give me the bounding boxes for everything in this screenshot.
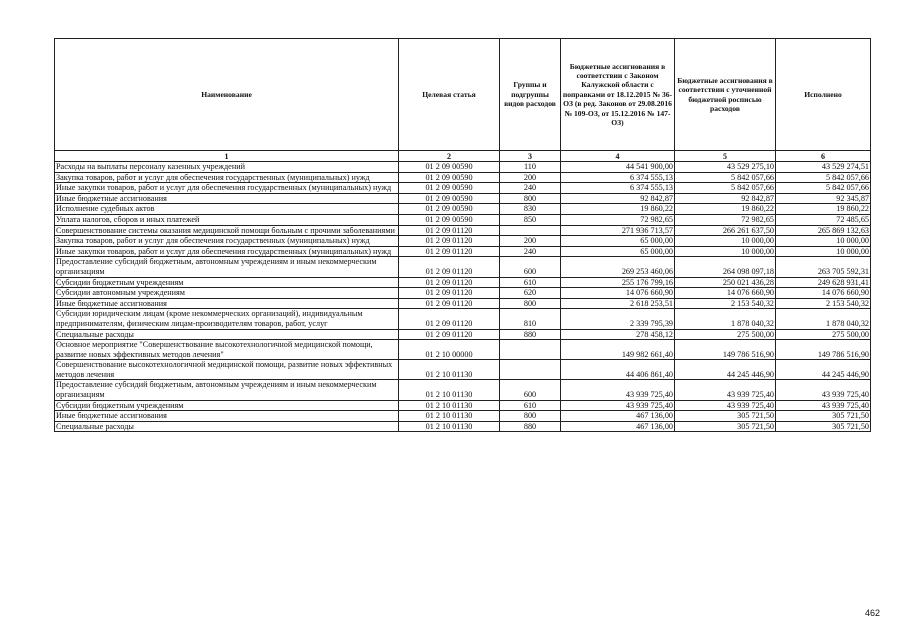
row-approved-amount: 467 136,00	[561, 421, 675, 432]
header-name: Наименование	[55, 39, 399, 151]
row-target-article: 01 2 09 00590	[399, 214, 500, 225]
row-approved-amount: 255 176 799,16	[561, 277, 675, 288]
row-expense-group	[500, 360, 561, 380]
row-executed-amount: 72 485,65	[776, 214, 871, 225]
row-refined-amount: 275 500,00	[675, 329, 776, 340]
row-approved-amount: 6 374 555,13	[561, 172, 675, 183]
row-executed-amount: 43 529 274,51	[776, 162, 871, 173]
row-target-article: 01 2 09 01120	[399, 277, 500, 288]
table-row	[55, 225, 871, 236]
row-executed-amount: 10 000,00	[776, 236, 871, 247]
row-expense-group: 600	[500, 380, 561, 400]
row-approved-amount: 19 860,22	[561, 204, 675, 215]
table-body	[55, 162, 871, 432]
row-target-article: 01 2 10 00000	[399, 340, 500, 360]
column-number: 2	[399, 151, 500, 162]
row-target-article: 01 2 09 00590	[399, 162, 500, 173]
row-approved-amount: 65 000,00	[561, 236, 675, 247]
row-expense-group: 800	[500, 298, 561, 309]
row-expense-group: 110	[500, 162, 561, 173]
row-approved-amount: 271 936 713,57	[561, 225, 675, 236]
table-row	[55, 204, 871, 215]
column-number: 6	[776, 151, 871, 162]
table-row	[55, 214, 871, 225]
row-approved-amount: 14 076 660,90	[561, 288, 675, 299]
row-name: Предоставление субсидий бюджетным, автономным учреждениям и иным некоммерческим организациям	[55, 380, 399, 400]
row-approved-amount: 43 939 725,40	[561, 400, 675, 411]
row-executed-amount: 305 721,50	[776, 411, 871, 422]
row-executed-amount: 5 842 057,66	[776, 183, 871, 194]
header-row	[55, 39, 871, 151]
row-target-article: 01 2 09 01120	[399, 298, 500, 309]
row-name: Иные бюджетные ассигнования	[55, 411, 399, 422]
table-row	[55, 411, 871, 422]
table-row	[55, 340, 871, 360]
row-expense-group: 800	[500, 411, 561, 422]
row-approved-amount: 92 842,87	[561, 193, 675, 204]
row-approved-amount: 6 374 555,13	[561, 183, 675, 194]
row-name: Предоставление субсидий бюджетным, автономным учреждениям и иным некоммерческим организациям	[55, 257, 399, 277]
row-target-article: 01 2 09 00590	[399, 193, 500, 204]
row-expense-group: 610	[500, 277, 561, 288]
row-expense-group: 810	[500, 309, 561, 329]
row-name: Субсидии юридическим лицам (кроме некоммерческих организаций), индивидуальным предпринимателям, физическим лицам-производителям товаров, работ, услуг	[55, 309, 399, 329]
header-target-article: Целевая статья	[399, 39, 500, 151]
row-refined-amount: 10 000,00	[675, 236, 776, 247]
row-refined-amount: 305 721,50	[675, 411, 776, 422]
row-refined-amount: 72 982,65	[675, 214, 776, 225]
row-name: Иные закупки товаров, работ и услуг для обеспечения государственных (муниципальных) нужд	[55, 183, 399, 194]
row-approved-amount: 467 136,00	[561, 411, 675, 422]
row-expense-group	[500, 225, 561, 236]
row-approved-amount: 44 406 861,40	[561, 360, 675, 380]
header-expense-groups: Группы и подгруппы видов расходов	[500, 39, 561, 151]
column-number: 1	[55, 151, 399, 162]
row-expense-group: 880	[500, 421, 561, 432]
row-expense-group: 830	[500, 204, 561, 215]
row-name: Специальные расходы	[55, 329, 399, 340]
row-name: Закупка товаров, работ и услуг для обеспечения государственных (муниципальных) нужд	[55, 172, 399, 183]
row-refined-amount: 2 153 540,32	[675, 298, 776, 309]
row-approved-amount: 149 982 661,40	[561, 340, 675, 360]
row-refined-amount: 5 842 057,66	[675, 172, 776, 183]
table-row	[55, 236, 871, 247]
row-name: Закупка товаров, работ и услуг для обеспечения государственных (муниципальных) нужд	[55, 236, 399, 247]
row-refined-amount: 14 076 660,90	[675, 288, 776, 299]
row-refined-amount: 266 261 637,50	[675, 225, 776, 236]
table-row	[55, 329, 871, 340]
row-refined-amount: 43 529 275,10	[675, 162, 776, 173]
row-target-article: 01 2 09 01120	[399, 225, 500, 236]
row-name: Субсидии автономным учреждениям	[55, 288, 399, 299]
row-executed-amount: 5 842 057,66	[776, 172, 871, 183]
table-row	[55, 246, 871, 257]
row-approved-amount: 72 982,65	[561, 214, 675, 225]
row-name: Субсидии бюджетным учреждениям	[55, 400, 399, 411]
row-target-article: 01 2 10 01130	[399, 380, 500, 400]
row-executed-amount: 265 869 132,63	[776, 225, 871, 236]
row-target-article: 01 2 09 00590	[399, 183, 500, 194]
row-approved-amount: 44 541 900,00	[561, 162, 675, 173]
column-number-row	[55, 151, 871, 162]
row-approved-amount: 2 618 253,51	[561, 298, 675, 309]
row-target-article: 01 2 10 01130	[399, 421, 500, 432]
page-number: 462	[864, 608, 880, 618]
header-approved-allocations: Бюджетные ассигнования в соответствии с Законом Калужской области с поправками от 18.12.2015 № 36-ОЗ (в ред. Законов от 29.08.2016 № 109-ОЗ, от 15.12.2016 № 147-ОЗ)	[561, 39, 675, 151]
row-name: Субсидии бюджетным учреждениям	[55, 277, 399, 288]
row-name: Уплата налогов, сборов и иных платежей	[55, 214, 399, 225]
row-target-article: 01 2 09 01120	[399, 309, 500, 329]
row-target-article: 01 2 09 01120	[399, 236, 500, 247]
row-name: Основное мероприятие "Совершенствование высокотехнологичной медицинской помощи, развитие новых эффективных методов лечения"	[55, 340, 399, 360]
row-name: Совершенствование системы оказания медицинской помощи больным с прочими заболеваниями	[55, 225, 399, 236]
row-executed-amount: 249 628 931,41	[776, 277, 871, 288]
row-expense-group: 880	[500, 329, 561, 340]
budget-table	[54, 38, 871, 432]
table-row	[55, 360, 871, 380]
row-executed-amount: 2 153 540,32	[776, 298, 871, 309]
row-refined-amount: 10 000,00	[675, 246, 776, 257]
row-expense-group: 600	[500, 257, 561, 277]
column-number: 4	[561, 151, 675, 162]
row-target-article: 01 2 10 01130	[399, 360, 500, 380]
row-name: Исполнение судебных актов	[55, 204, 399, 215]
table-row	[55, 288, 871, 299]
row-expense-group: 200	[500, 236, 561, 247]
table-row	[55, 277, 871, 288]
row-target-article: 01 2 10 01130	[399, 400, 500, 411]
row-refined-amount: 1 878 040,32	[675, 309, 776, 329]
row-refined-amount: 44 245 446,90	[675, 360, 776, 380]
row-name: Иные бюджетные ассигнования	[55, 298, 399, 309]
row-refined-amount: 19 860,22	[675, 204, 776, 215]
row-expense-group: 240	[500, 183, 561, 194]
row-executed-amount: 1 878 040,32	[776, 309, 871, 329]
table-row	[55, 380, 871, 400]
table-row	[55, 257, 871, 277]
row-expense-group	[500, 340, 561, 360]
row-executed-amount: 263 705 592,31	[776, 257, 871, 277]
row-target-article: 01 2 10 01130	[399, 411, 500, 422]
row-approved-amount: 269 253 460,06	[561, 257, 675, 277]
row-target-article: 01 2 09 00590	[399, 172, 500, 183]
row-approved-amount: 2 339 795,39	[561, 309, 675, 329]
row-approved-amount: 43 939 725,40	[561, 380, 675, 400]
column-number: 3	[500, 151, 561, 162]
row-expense-group: 240	[500, 246, 561, 257]
row-executed-amount: 275 500,00	[776, 329, 871, 340]
row-name: Совершенствование высокотехнологичной медицинской помощи, развитие новых эффективных методов лечения	[55, 360, 399, 380]
row-executed-amount: 10 000,00	[776, 246, 871, 257]
row-name: Иные бюджетные ассигнования	[55, 193, 399, 204]
column-number: 5	[675, 151, 776, 162]
row-executed-amount: 44 245 446,90	[776, 360, 871, 380]
row-refined-amount: 43 939 725,40	[675, 380, 776, 400]
header-executed: Исполнено	[776, 39, 871, 151]
row-executed-amount: 149 786 516,90	[776, 340, 871, 360]
row-refined-amount: 92 842,87	[675, 193, 776, 204]
row-executed-amount: 305 721,50	[776, 421, 871, 432]
table-row	[55, 183, 871, 194]
row-target-article: 01 2 09 00590	[399, 204, 500, 215]
row-executed-amount: 43 939 725,40	[776, 380, 871, 400]
row-target-article: 01 2 09 01120	[399, 288, 500, 299]
row-approved-amount: 278 458,12	[561, 329, 675, 340]
row-expense-group: 620	[500, 288, 561, 299]
row-refined-amount: 264 098 097,18	[675, 257, 776, 277]
table-row	[55, 298, 871, 309]
row-refined-amount: 250 021 436,28	[675, 277, 776, 288]
row-expense-group: 610	[500, 400, 561, 411]
row-refined-amount: 149 786 516,90	[675, 340, 776, 360]
row-executed-amount: 19 860,22	[776, 204, 871, 215]
table-row	[55, 162, 871, 173]
table-row	[55, 421, 871, 432]
row-executed-amount: 43 939 725,40	[776, 400, 871, 411]
row-refined-amount: 5 842 057,66	[675, 183, 776, 194]
row-name: Специальные расходы	[55, 421, 399, 432]
table-row	[55, 172, 871, 183]
row-refined-amount: 305 721,50	[675, 421, 776, 432]
table-row	[55, 309, 871, 329]
row-target-article: 01 2 09 01120	[399, 329, 500, 340]
row-expense-group: 200	[500, 172, 561, 183]
row-executed-amount: 14 076 660,90	[776, 288, 871, 299]
row-name: Иные закупки товаров, работ и услуг для обеспечения государственных (муниципальных) нужд	[55, 246, 399, 257]
row-refined-amount: 43 939 725,40	[675, 400, 776, 411]
header-refined-allocations: Бюджетные ассигнования в соответствии с уточненной бюджетной росписью расходов	[675, 39, 776, 151]
row-expense-group: 850	[500, 214, 561, 225]
row-expense-group: 800	[500, 193, 561, 204]
row-target-article: 01 2 09 01120	[399, 257, 500, 277]
row-target-article: 01 2 09 01120	[399, 246, 500, 257]
row-approved-amount: 65 000,00	[561, 246, 675, 257]
table-row	[55, 193, 871, 204]
row-executed-amount: 92 345,87	[776, 193, 871, 204]
row-name: Расходы на выплаты персоналу казенных учреждений	[55, 162, 399, 173]
table-row	[55, 400, 871, 411]
